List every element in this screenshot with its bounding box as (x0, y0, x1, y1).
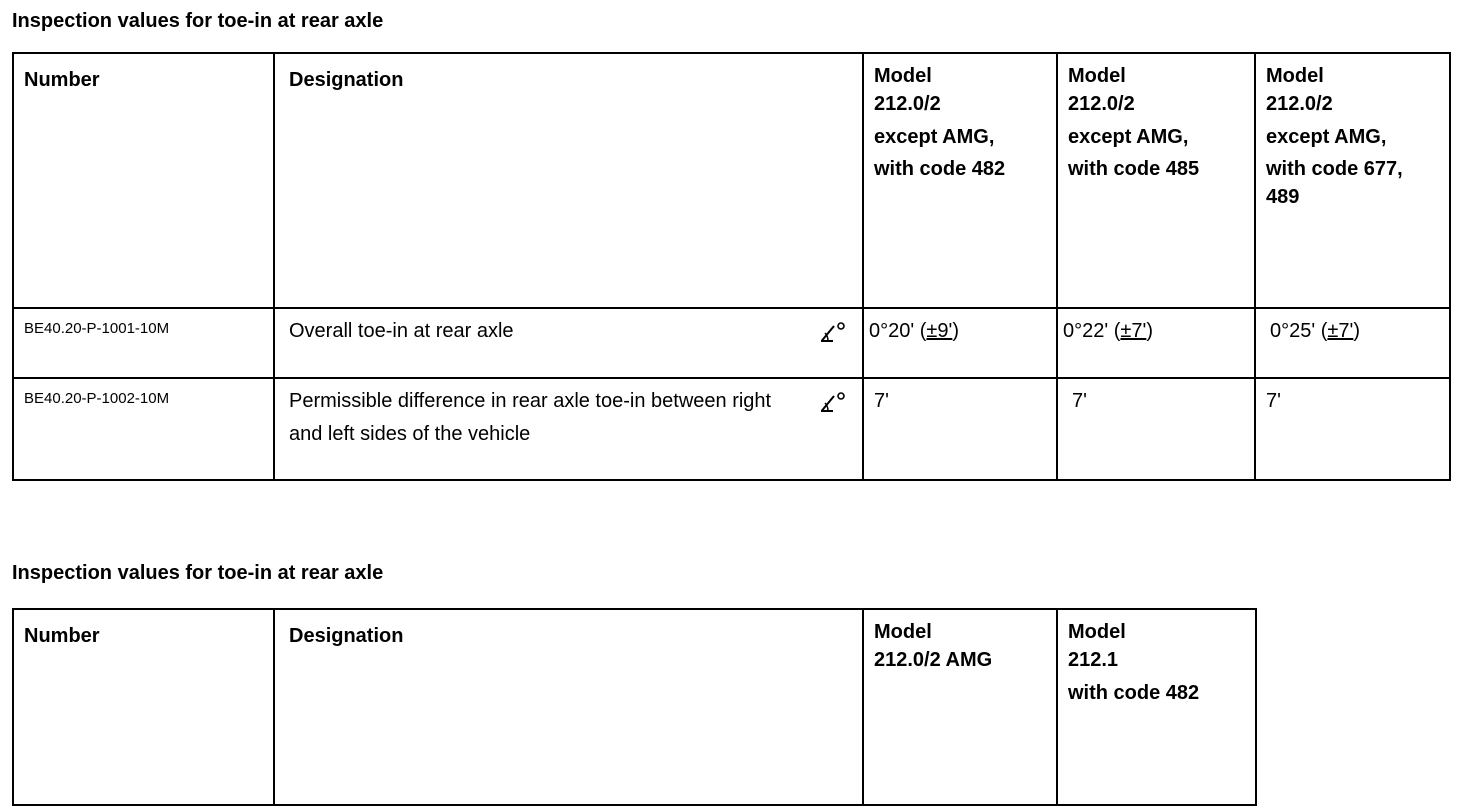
designation-header-cell (274, 53, 863, 308)
toe-in-value-677-489: 0°25' (±7') (1270, 320, 1361, 342)
difference-value-482: 7' (874, 390, 889, 412)
difference-value-485: 7' (1072, 390, 1087, 412)
model-header-677-489: Model 212.0/2 except AMG, with code 677, 489 (1266, 65, 1403, 208)
toe-in-value-482: 0°20' (±9') (869, 320, 960, 342)
model-header-cell (863, 53, 1057, 308)
designation-header: Designation (289, 69, 404, 91)
model-header-cell (1255, 53, 1450, 308)
model-header-amg: Model 212.0/2 AMG (874, 621, 993, 671)
designation-cell (274, 378, 863, 480)
table-row (13, 378, 1450, 480)
designation-text: Overall toe-in at rear axle (289, 320, 514, 342)
toe-in-value-485: 0°22' (±7') (1063, 320, 1154, 342)
value-cell (1255, 308, 1450, 378)
inspection-number: BE40.20-P-1002-10M (24, 390, 170, 407)
inspection-number: BE40.20-P-1001-10M (24, 320, 170, 337)
value-cell (1057, 308, 1255, 378)
value-cell (1057, 378, 1255, 480)
toe-in-table-2 (12, 608, 1257, 806)
model-header-212-1: Model 212.1 with code 482 (1068, 621, 1200, 704)
designation-header: Designation (289, 625, 404, 647)
designation-header-cell (274, 609, 863, 805)
model-header-cell (1057, 53, 1255, 308)
model-header-cell (1057, 609, 1256, 805)
value-cell (1255, 378, 1450, 480)
value-cell (863, 378, 1057, 480)
designation-cell (274, 308, 863, 378)
difference-value-677-489: 7' (1266, 390, 1281, 412)
header-row (13, 53, 1450, 308)
model-header-cell (863, 609, 1057, 805)
number-header: Number (24, 69, 100, 91)
section-1-heading: Inspection values for toe-in at rear axle (12, 10, 384, 32)
number-header-cell (13, 53, 274, 308)
model-header-482: Model 212.0/2 except AMG, with code 482 (874, 65, 1006, 180)
designation-text: Permissible difference in rear axle toe-in between right and left sides of the vehicle (289, 390, 772, 445)
number-cell (13, 378, 274, 480)
value-cell (863, 308, 1057, 378)
header-row (13, 609, 1256, 805)
toe-in-table-1 (12, 52, 1451, 481)
model-header-485: Model 212.0/2 except AMG, with code 485 (1068, 65, 1200, 180)
table-row (13, 308, 1450, 378)
number-header: Number (24, 625, 100, 647)
angle-degree-icon (819, 321, 847, 343)
section-2-heading: Inspection values for toe-in at rear axle (12, 562, 384, 584)
angle-degree-icon (819, 391, 847, 413)
number-cell (13, 308, 274, 378)
number-header-cell (13, 609, 274, 805)
